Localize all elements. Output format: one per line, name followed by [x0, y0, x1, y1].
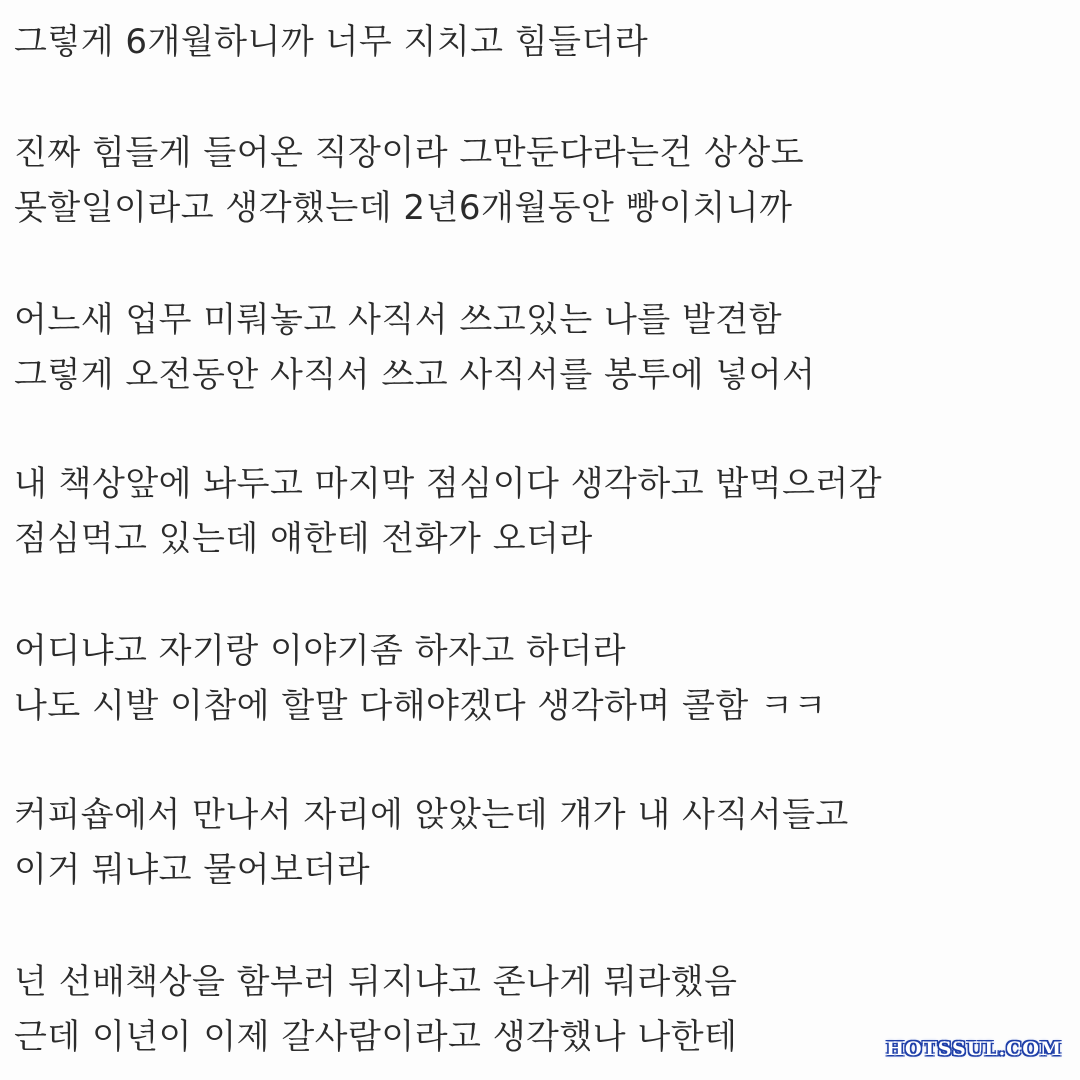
text-line: 커피숍에서 만나서 자리에 앉았는데 걔가 내 사직서들고 — [14, 795, 849, 835]
text-line: 이거 뭐냐고 물어보더라 — [14, 850, 371, 890]
text-line: 점심먹고 있는데 얘한테 전화가 오더라 — [14, 519, 593, 559]
text-line: 그렇게 6개월하니까 너무 지치고 힘들더라 — [14, 22, 649, 62]
text-line: 어느새 업무 미뤄놓고 사직서 쓰고있는 나를 발견함 — [14, 300, 783, 340]
text-line: 그렇게 오전동안 사직서 쓰고 사직서를 봉투에 넣어서 — [14, 355, 816, 395]
text-line: 넌 선배책상을 함부러 뒤지냐고 존나게 뭐라했음 — [14, 962, 738, 1002]
text-line: 못할일이라고 생각했는데 2년6개월동안 빵이치니까 — [14, 188, 793, 228]
text-line: 내 책상앞에 놔두고 마지막 점심이다 생각하고 밥먹으러감 — [14, 464, 883, 504]
text-line: 나도 시발 이참에 할말 다해야겠다 생각하며 콜함 ㅋㅋ — [14, 686, 827, 726]
site-watermark: HOTSSUL.COM — [886, 1038, 1062, 1060]
text-line: 근데 이년이 이제 갈사람이라고 생각했나 나한테 — [14, 1017, 738, 1057]
text-line: 진짜 힘들게 들어온 직장이라 그만둔다라는건 상상도 — [14, 133, 805, 173]
text-line: 어디냐고 자기랑 이야기좀 하자고 하더라 — [14, 631, 627, 671]
